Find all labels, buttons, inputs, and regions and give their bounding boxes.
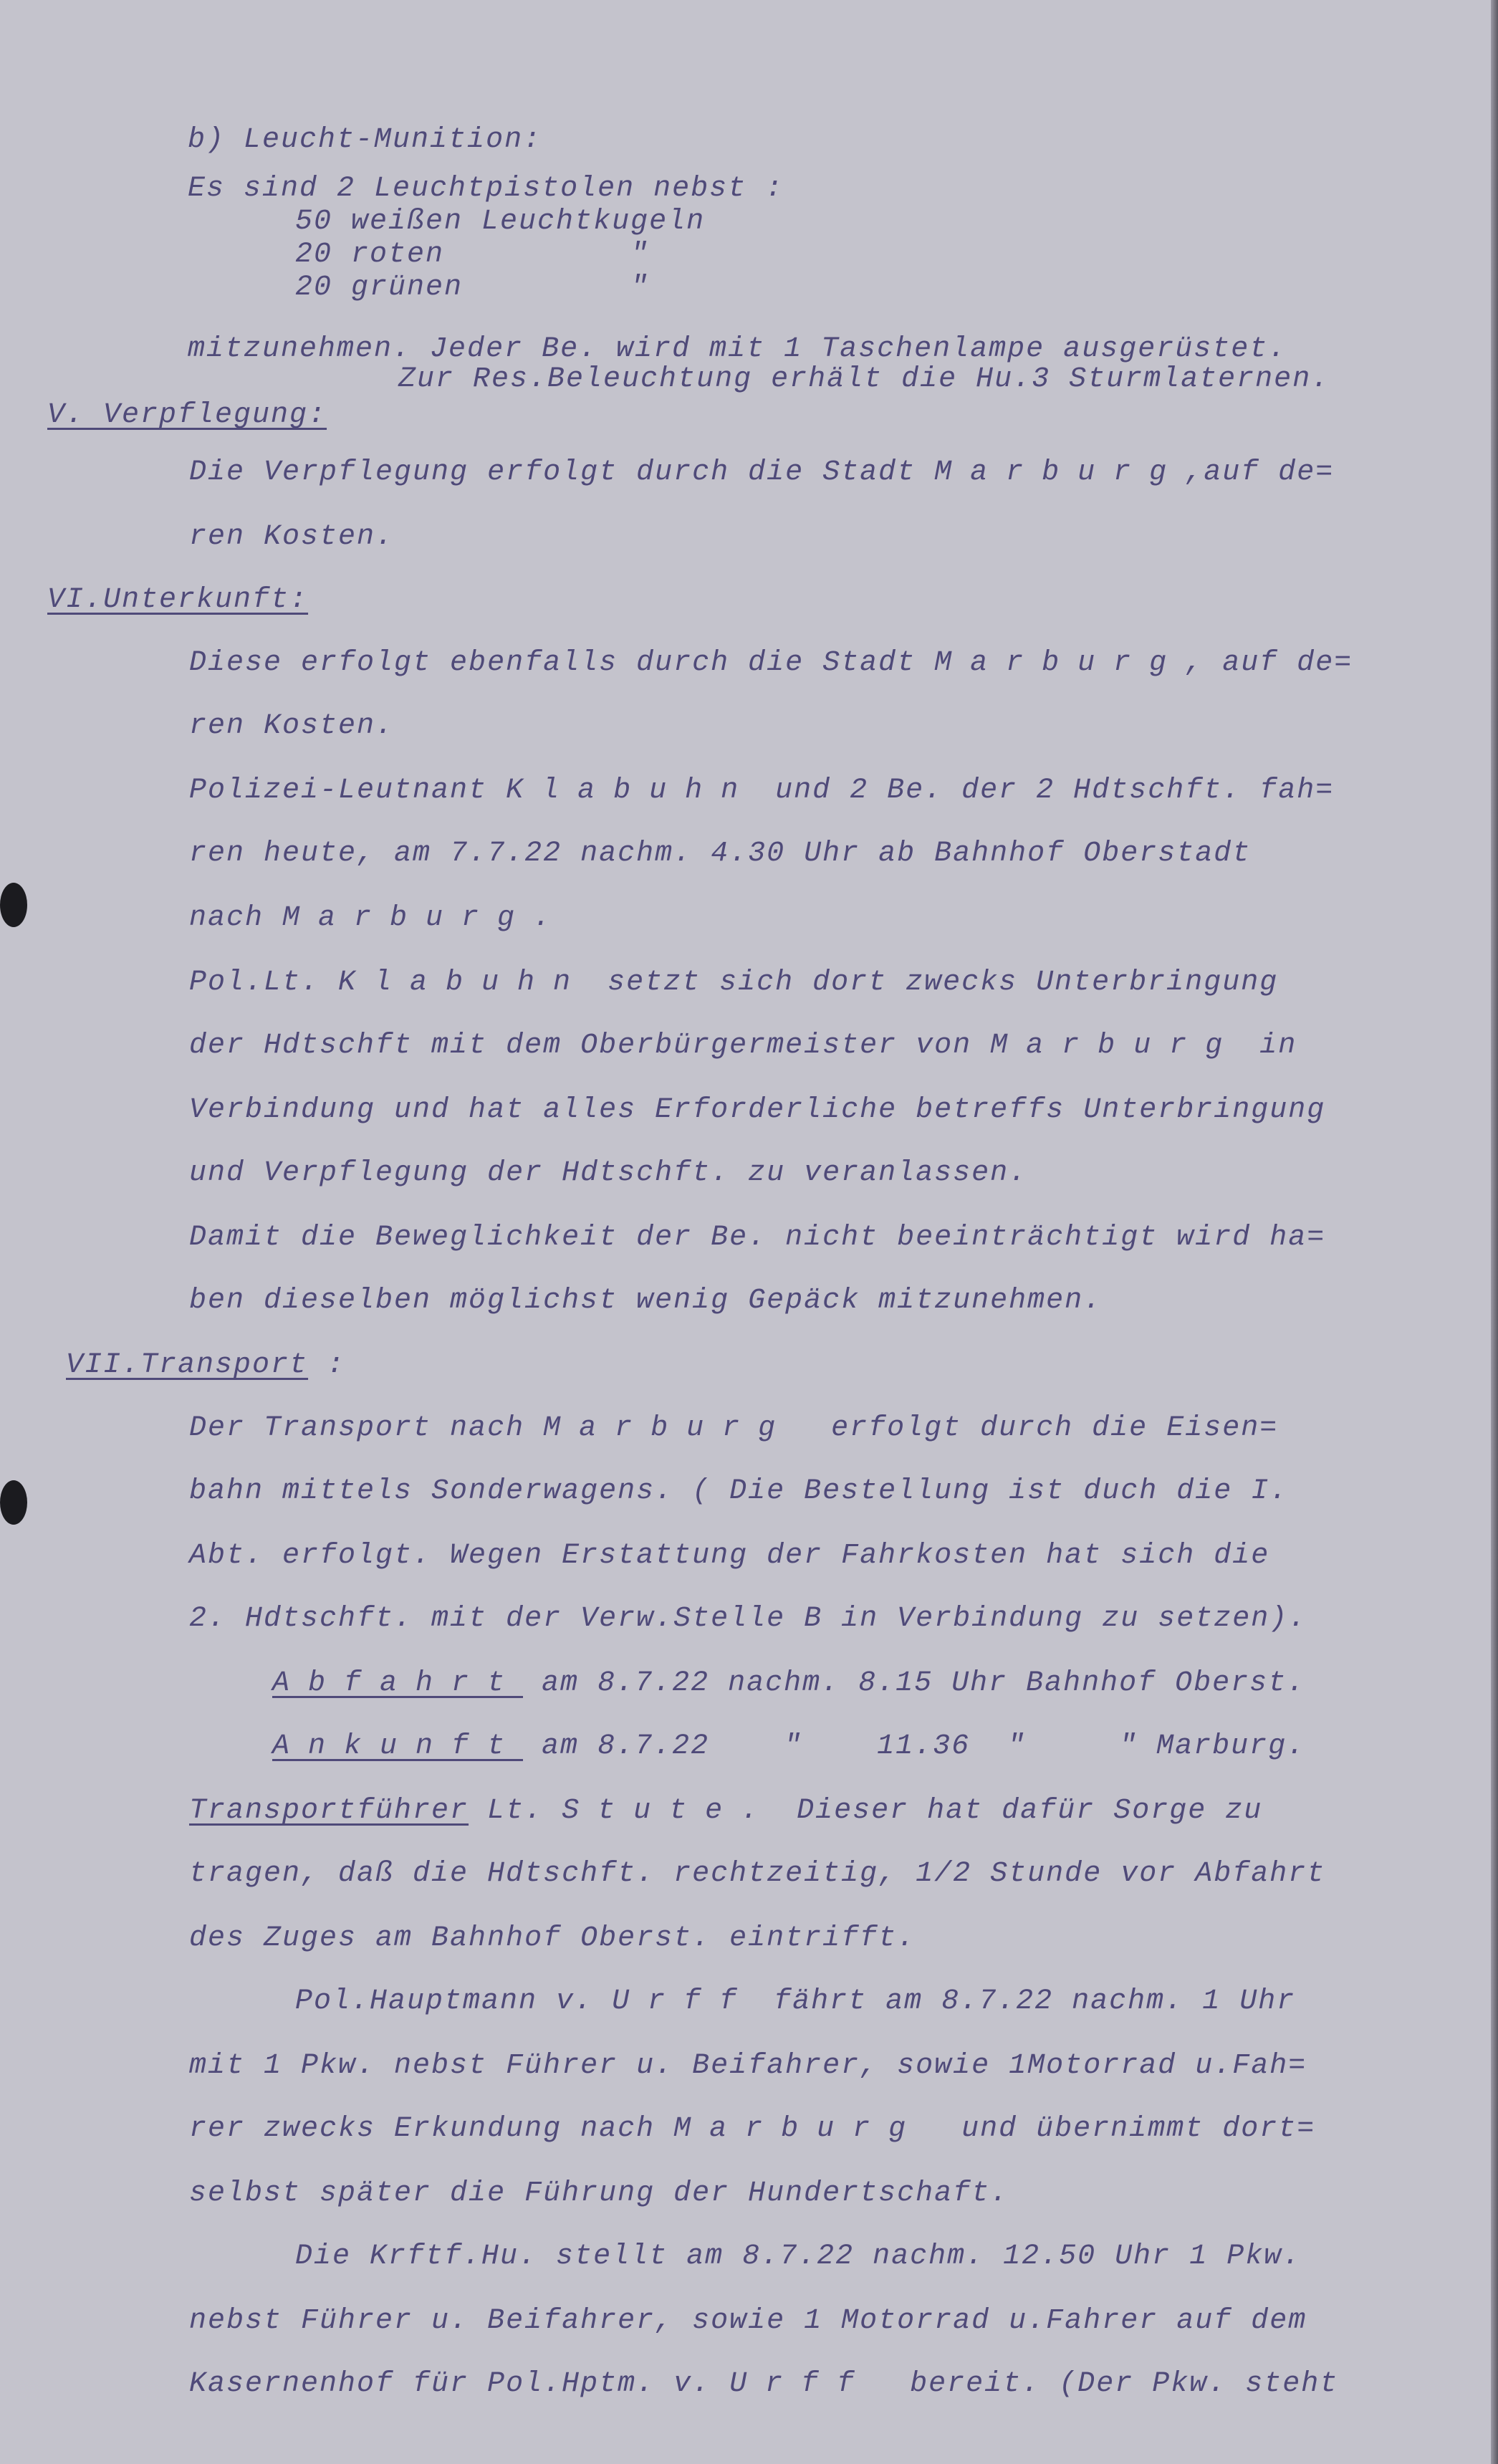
punch-hole-bottom — [0, 1480, 27, 1525]
vi-p3-1-name: Klabuhn — [338, 967, 590, 999]
v-text-1a: Die Verpflegung erfolgt durch die Stadt — [189, 456, 935, 489]
transport-leader-label: Transportführer — [189, 1795, 469, 1827]
section-vii-colon: : — [308, 1349, 346, 1381]
vi-p2-3a: nach — [189, 902, 283, 934]
page-edge-shadow — [1491, 0, 1498, 2464]
v-text-line-1 — [189, 456, 1334, 490]
vi-p3-2-city: Marburg — [990, 1030, 1242, 1062]
vii-1a: Der Transport nach — [189, 1412, 544, 1444]
hptm-line-2: mit 1 Pkw. nebst Führer u. Beifahrer, sowie 1Motorrad u.Fah= — [189, 2050, 1307, 2082]
leader-text-b: . Dieser hat dafür Sorge zu — [741, 1795, 1263, 1827]
v-text-1b: ,auf de= — [1185, 456, 1335, 489]
departure-label: Abfahrt — [272, 1667, 524, 1700]
departure-text: am 8.7.22 nachm. 8.15 Uhr Bahnhof Oberst. — [523, 1667, 1306, 1700]
vi-para3-line-4: und Verpflegung der Hdtschft. zu veranlassen. — [189, 1157, 1028, 1189]
v-text-1-city: Marburg — [934, 456, 1186, 489]
hptm-3a: rer zwecks Erkundung nach — [189, 2113, 674, 2145]
ammo-red-line: 20 roten " — [295, 239, 650, 271]
transport-leader-line-1 — [189, 1794, 1262, 1828]
pistols-line: Es sind 2 Leuchtpistolen nebst : — [188, 173, 784, 205]
vi-para2-line-1 — [189, 774, 1334, 808]
hptm-1a: Pol.Hauptmann v. — [295, 1985, 613, 2018]
vi-p2-3-city: Marburg — [282, 902, 534, 934]
vi-para4-line-2: ben dieselben möglichst wenig Gepäck mitzunehmen. — [189, 1285, 1103, 1317]
vi-p2-1b: und 2 Be. der 2 Hdtschft. fah= — [757, 775, 1335, 807]
vi-p2-3b: . — [533, 902, 552, 934]
ammo-green-line: 20 grünen " — [295, 272, 650, 304]
hptm-1-name: Urff — [612, 1985, 756, 2018]
hptm-3b: und übernimmt dort= — [924, 2113, 1316, 2145]
arrival-text: am 8.7.22 " 11.36 " " Marburg. — [523, 1730, 1306, 1763]
departure-line — [272, 1667, 1305, 1701]
vii-line-1 — [189, 1411, 1278, 1446]
vii-line-4: 2. Hdtschft. mit der Verw.Stelle B in Verbindung zu setzen). — [189, 1603, 1307, 1635]
kraft-3-name: Urff — [729, 2368, 873, 2400]
section-vi-heading: VI.Unterkunft: — [47, 584, 309, 616]
vi-text-1a: Diese erfolgt ebenfalls durch die Stadt — [189, 647, 935, 679]
storm-lanterns-line: Zur Res.Beleuchtung erhält die Hu.3 Sturmlaternen. — [398, 363, 1330, 396]
vi-text-1-city: Marburg — [934, 647, 1186, 679]
kraft-3a: Kasernenhof für Pol.Hptm. v. — [189, 2368, 730, 2400]
v-text-line-2: ren Kosten. — [189, 521, 395, 553]
vi-para3-line-3: Verbindung und hat alles Erforderliche betreffs Unterbringung — [189, 1094, 1326, 1126]
punch-hole-top — [0, 883, 27, 927]
vi-p3-1b: setzt sich dort zwecks Unterbringung — [589, 967, 1279, 999]
arrival-label: Ankunft — [272, 1730, 524, 1763]
vi-text-line-1 — [189, 646, 1353, 681]
vii-line-3: Abt. erfolgt. Wegen Erstattung der Fahrkosten hat sich die — [189, 1540, 1270, 1572]
kraft-line-2: nebst Führer u. Beifahrer, sowie 1 Motorrad u.Fahrer auf dem — [189, 2305, 1307, 2337]
section-vii-heading-line — [66, 1348, 345, 1383]
hptm-line-1 — [295, 1985, 1295, 2019]
vi-para3-line-1 — [189, 966, 1278, 1000]
leader-text-a: Lt. — [469, 1795, 562, 1827]
section-v-heading: V. Verpflegung: — [47, 399, 327, 431]
vi-p2-1a: Polizei-Leutnant — [189, 775, 506, 807]
vii-1b: erfolgt durch die Eisen= — [794, 1412, 1279, 1444]
leader-name: Stute — [562, 1795, 741, 1827]
vi-p3-1a: Pol.Lt. — [189, 967, 339, 999]
ammo-white-line: 50 weißen Leuchtkugeln — [295, 206, 706, 238]
section-b-heading: b) Leucht-Munition: — [188, 124, 542, 156]
vi-para2-line-3 — [189, 901, 552, 936]
take-along-line: mitzunehmen. Jeder Be. wird mit 1 Taschenlampe ausgerüstet. — [188, 333, 1287, 365]
vi-p3-2b: in — [1241, 1030, 1297, 1062]
vi-text-1b: , auf de= — [1185, 647, 1353, 679]
arrival-line — [272, 1730, 1305, 1764]
hptm-line-4: selbst später die Führung der Hundertschaft. — [189, 2177, 1009, 2210]
vii-1-city: Marburg — [543, 1412, 794, 1444]
hptm-1b: fährt am 8.7.22 nachm. 1 Uhr — [755, 1985, 1296, 2018]
kraft-line-3 — [189, 2367, 1338, 2402]
section-vii-heading: VII.Transport — [66, 1349, 309, 1381]
vi-p2-1-name: Klabuhn — [506, 775, 757, 807]
vi-para3-line-2 — [189, 1029, 1297, 1063]
hptm-line-3 — [189, 2112, 1315, 2147]
transport-leader-line-3: des Zuges am Bahnhof Oberst. eintrifft. — [189, 1922, 916, 1955]
kraft-3b: bereit. (Der Pkw. steht — [873, 2368, 1339, 2400]
vi-text-line-2: ren Kosten. — [189, 710, 395, 742]
vi-p3-2a: der Hdtschft mit dem Oberbürgermeister von — [189, 1030, 991, 1062]
kraft-line-1: Die Krftf.Hu. stellt am 8.7.22 nachm. 12.50 Uhr 1 Pkw. — [295, 2240, 1302, 2273]
vi-para4-line-1: Damit die Beweglichkeit der Be. nicht beeinträchtigt wird ha= — [189, 1222, 1326, 1254]
transport-leader-line-2: tragen, daß die Hdtschft. rechtzeitig, 1/2 Stunde vor Abfahrt — [189, 1858, 1326, 1890]
hptm-3-city: Marburg — [673, 2113, 925, 2145]
vii-line-2: bahn mittels Sonderwagens. ( Die Bestellung ist duch die I. — [189, 1475, 1289, 1507]
vi-para2-line-2: ren heute, am 7.7.22 nachm. 4.30 Uhr ab Bahnhof Oberstadt — [189, 838, 1252, 870]
